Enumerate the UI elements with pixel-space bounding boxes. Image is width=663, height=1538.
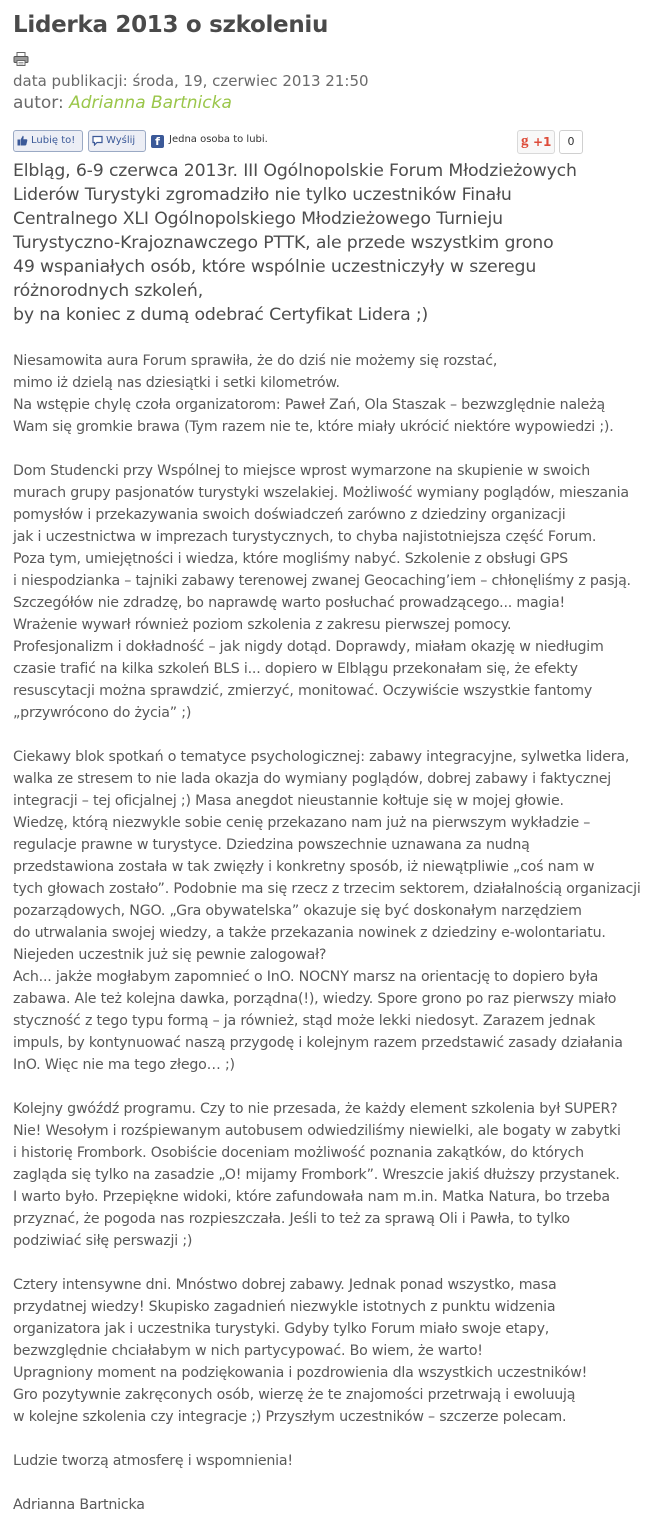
- text-line: Ludzie tworzą atmosferę i wspomnienia!: [13, 1453, 293, 1469]
- article-title: Liderka 2013 o szkoleniu: [13, 12, 329, 38]
- google-plus-one-button[interactable]: [517, 130, 555, 154]
- text-line: zagląda się tylko na zasadzie „O! mijamy Frombork”. Wreszcie jakiś dłuższy przystanek.: [13, 1167, 620, 1183]
- like-count-text: Jedna osoba to lubi.: [169, 134, 268, 145]
- text-line: Na wstępie chylę czoła organizatorom: Paweł Zań, Ola Staszak – bezwzględnie należą: [13, 397, 605, 413]
- text-line: integracji – tej oficjalnej ;) Masa anegdot nieustannie kołtuje się w mojej głowie.: [13, 793, 564, 809]
- google-plus-count: 0: [559, 130, 583, 154]
- lead-line: różnorodnych szkoleń,: [13, 281, 204, 301]
- text-line: Kolejny gwóźdź programu. Czy to nie przesada, że każdy element szkolenia był SUPER?: [13, 1101, 618, 1117]
- date-value: środa, 19, czerwiec 2013 21:50: [132, 72, 369, 90]
- text-line: tych głowach zostało”. Podobnie ma się rzecz z trzecim sektorem, działalnością organizacji: [13, 881, 641, 897]
- text-line: Gro pozytywnie zakręconych osób, wierzę że te znajomości przetrwają i ewoluują: [13, 1387, 576, 1403]
- text-line: i niespodzianka – tajniki zabawy terenowej zwanej Geocaching’iem – chłonęliśmy z pasją.: [13, 573, 631, 589]
- text-line: Nie! Wesołym i rozśpiewanym autobusem odwiedziliśmy niewielki, ale bogaty w zabytki: [13, 1123, 621, 1139]
- text-line: do utrwalania swojej wiedzy, a także przekazania nowinek z dziedziny e-wolontariatu.: [13, 925, 606, 941]
- text-line: czasie trafić na kilka szkoleń BLS i... dopiero w Elblągu przekonałam się, że efekty: [13, 661, 578, 677]
- lead-line: Liderów Turystyki zgromadziło nie tylko uczestników Finału: [13, 185, 512, 205]
- text-line: impuls, by kontynuować naszą przygodę i kolejnym razem przedstawić zasady działania: [13, 1035, 623, 1051]
- text-line: zabawa. Ale też kolejna dawka, porządna(!), wiedzy. Spore grono po raz pierwszy miało: [13, 991, 617, 1007]
- text-line: Wam się gromkie brawa (Tym razem nie te, które miały ukrócić niektóre wypowiedzi ;).: [13, 419, 614, 435]
- text-line: Niesamowita aura Forum sprawiła, że do dziś nie możemy się rozstać,: [13, 353, 498, 369]
- text-line: pozarządowych, NGO. „Gra obywatelska” okazuje się być doskonałym narzędziem: [13, 903, 582, 919]
- text-line: mimo iż dzielą nas dziesiątki i setki kilometrów.: [13, 375, 340, 391]
- author-label: autor:: [13, 93, 70, 113]
- paragraph: [13, 1274, 658, 1428]
- text-line: InO. Więc nie ma tego złego… ;): [13, 1057, 235, 1073]
- lead-line: Centralnego XLI Ogólnopolskiego Młodzieżowego Turnieju: [13, 209, 503, 229]
- paragraph: [13, 350, 658, 438]
- text-line: pomysłów i przekazywania swoich doświadczeń zarówno z dziedziny organizacji: [13, 507, 566, 523]
- lead-line: 49 wspaniałych osób, które wspólnie uczestniczyły w szeregu: [13, 257, 537, 277]
- text-line: „przywrócono do życia” ;): [13, 705, 192, 721]
- text-line: jak i uczestnictwa w imprezach turystycznych, to chyba najistotniejsza część Forum.: [13, 529, 597, 545]
- paragraph: [13, 1494, 658, 1516]
- text-line: przydatnej wiedzy! Skupisko zagadnień niezwykle istotnych z punktu widzenia: [13, 1299, 556, 1315]
- text-line: Poza tym, umiejętności i wiedza, które mogliśmy nabyć. Szkolenie z obsługi GPS: [13, 551, 568, 567]
- text-line: Ciekawy blok spotkań o tematyce psychologicznej: zabawy integracyjne, sylwetka lidera,: [13, 749, 630, 765]
- text-line: Upragniony moment na podziękowania i pozdrowienia dla wszystkich uczestników!: [13, 1365, 588, 1381]
- paragraph: [13, 746, 658, 1076]
- text-line: Wrażenie wywarł również poziom szkolenia z zakresu pierwszej pomocy.: [13, 617, 512, 633]
- print-icon[interactable]: [13, 52, 29, 66]
- text-line: Profesjonalizm i dokładność – jak nigdy dotąd. Doprawdy, miałam okazję w niedługim: [13, 639, 604, 655]
- text-line: styczność z tego typu formą – ja również, stąd może lekki niedosyt. Zarazem jednak: [13, 1013, 596, 1029]
- article-author: [13, 93, 232, 113]
- text-line: I warto było. Przepiękne widoki, które zafundowała nam m.in. Matka Natura, bo trzeba: [13, 1189, 610, 1205]
- facebook-logo-icon: f: [151, 135, 164, 148]
- publication-date: [13, 72, 369, 90]
- like-label: Lubię to!: [31, 135, 76, 146]
- article-body: [13, 350, 658, 1538]
- text-line: regulacje prawne w turystyce. Dziedzina powszechnie uznawana za nudną: [13, 837, 530, 853]
- paragraph: [13, 1450, 658, 1472]
- text-line: przyznać, że pogoda nas rozpieszczała. Jeśli to też za sprawą Oli i Pawła, to tylko: [13, 1211, 570, 1227]
- lead-line: Turystyczno-Krajoznawczego PTTK, ale przede wszystkim grono: [13, 233, 554, 253]
- author-name: Adrianna Bartnicka: [69, 93, 232, 113]
- text-line: murach grupy pasjonatów turystyki wszelakiej. Możliwość wymiany poglądów, mieszania: [13, 485, 629, 501]
- lead-line: Elbląg, 6-9 czerwca 2013r. III Ogólnopolskie Forum Młodzieżowych: [13, 161, 577, 181]
- text-line: Ach... jakże mogłabym zapomnieć o InO. NOCNY marsz na orientację to dopiero była: [13, 969, 599, 985]
- text-line: organizatora jak i uczestnika turystyki. Gdyby tylko Forum miało swoje etapy,: [13, 1321, 550, 1337]
- text-line: w kolejne szkolenia czy integracje ;) Przyszłym uczestników – szczerze polecam.: [13, 1409, 567, 1425]
- facebook-like-button[interactable]: [13, 130, 83, 152]
- facebook-send-button[interactable]: [88, 130, 146, 152]
- text-line: i historię Frombork. Osobiście doceniam możliwość poznania zakątków, do których: [13, 1145, 584, 1161]
- text-line: Niejeden uczestnik już się pewnie zalogował?: [13, 947, 327, 963]
- paragraph: [13, 460, 658, 724]
- text-line: Adrianna Bartnicka: [13, 1497, 145, 1513]
- text-line: Cztery intensywne dni. Mnóstwo dobrej zabawy. Jednak ponad wszystko, masa: [13, 1277, 557, 1293]
- date-label: data publikacji:: [13, 72, 133, 90]
- text-line: Szczegółów nie zdradzę, bo naprawdę warto posłuchać prowadzącego... magia!: [13, 595, 566, 611]
- text-line: podziwiać siłę perswazji ;): [13, 1233, 193, 1249]
- text-line: bezwzględnie chciałabym w nich partycypować. Bo wiem, że warto!: [13, 1343, 483, 1359]
- text-line: resuscytacji można sprawdzić, zmierzyć, monitować. Oczywiście wszystkie fantomy: [13, 683, 593, 699]
- text-line: przedstawiona została w tak zwięzły i konkretny sposób, iż niewątpliwie „coś nam w: [13, 859, 595, 875]
- text-line: Wiedzę, którą niezwykle sobie cenię przekazano nam już na pierwszym wykładzie –: [13, 815, 591, 831]
- paragraph: [13, 1098, 658, 1252]
- lead-line: by na koniec z dumą odebrać Certyfikat Lidera ;): [13, 305, 429, 325]
- send-label: Wyślij: [106, 135, 136, 146]
- google-g-icon: g: [521, 133, 529, 149]
- article-lead: [13, 159, 653, 327]
- text-line: Dom Studencki przy Wspólnej to miejsce wprost wymarzone na skupienie w swoich: [13, 463, 591, 479]
- thumbs-up-icon: [17, 135, 28, 146]
- plus-one-label: +1: [533, 135, 552, 149]
- text-line: walka ze stresem to nie lada okazja do wymiany poglądów, dobrej zabawy i faktycznej: [13, 771, 612, 787]
- send-bubble-icon: [92, 135, 103, 146]
